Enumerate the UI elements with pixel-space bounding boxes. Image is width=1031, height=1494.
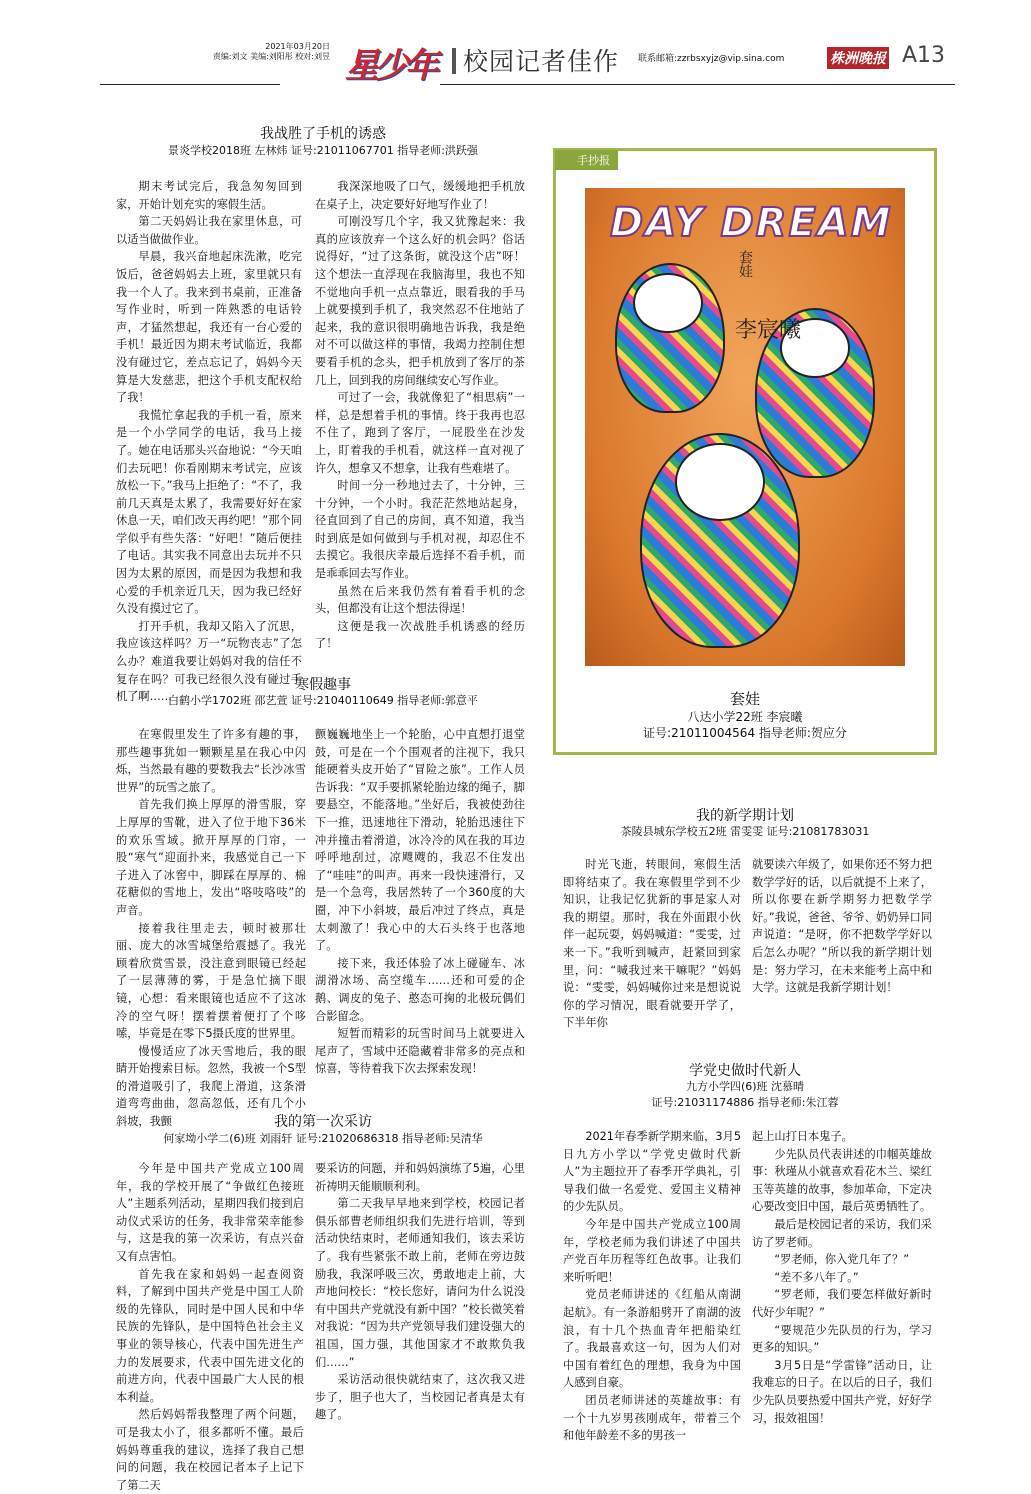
article-column [752, 856, 932, 997]
artwork-byline: 八达小学22班 李宸曦 [687, 710, 803, 724]
article-column [752, 1128, 932, 1427]
paragraph: 在寒假里发生了许多有趣的事，那些趣事犹如一颗颗星星在我心中闪烁，当然最有趣的要数我去“长沙冰雪世界”的玩雪之旅了。 [116, 728, 306, 794]
issue-date: 2021年03月20日 [265, 42, 330, 51]
article-cert: 证号:21031174886 指导老师:朱江蓉 [651, 1096, 839, 1109]
article-byline: 景炎学校2018班 左林炜 证号:21011067701 指导老师:洪跃强 [168, 144, 478, 157]
paragraph: 颤巍巍地坐上一个轮胎，心中直想打退堂鼓，可是在一个个围观者的注视下，我只能硬着头皮开始了“冒险之旅”。工作人员告诉我：“双手要抓紧轮胎边缘的绳子，脚要悬空，不能落地。”坐好后，我被使劲往下一推，迅速地往下滑动，轮胎迅速往下冲并撞击着滑道，冰冷冷的风在我的耳边呼呼地刮过，凉飕飕的，我忍不住发出了“哇哇”的叫声。再来一段快速滑行，又是一个急弯，我居然转了一个360度的大圈，冲下小斜坡，最后冲过了终点，真是太刺激了！我心中的大石头终于也落地了。 [315, 728, 525, 953]
header-rule-right [440, 84, 955, 85]
article-byline: 茶陵县城东学校五2班 雷雯雯 证号:21081783031 [620, 825, 870, 838]
article-title: 寒假趣事 [295, 677, 351, 693]
paragraph: 团员老师讲述的英雄故事：有一个十九岁男孩刚成年，带着三个和他年龄差不多的男孩一 [563, 1393, 741, 1443]
article-title: 我的新学期计划 [696, 808, 794, 824]
divider [452, 48, 456, 74]
article-column [563, 1128, 741, 1445]
article-title: 我战胜了手机的诱惑 [260, 126, 386, 142]
artwork-handwritten-title: 套娃 [737, 250, 753, 278]
article-title: 学党史做时代新人 [689, 1063, 801, 1079]
paragraph: 第二天妈妈让我在家里休息，可以适当做做作业。 [116, 215, 302, 246]
paragraph: 我慌忙拿起我的手机一看，原来是一个小学同学的电话，我马上接了。她在电话那头兴奋地说：“今天咱们去玩吧！你看刚期末考试完，应该放松一下。”我马上拒绝了：“不了，我前几天真是太累了，我需要好好在家休息一天，咱们改天再约吧！”那个同学似乎有些失落：“好吧！”随后便挂了电话。其实我不同意出去玩并不只因为太累的原因，而是因为我想和我心爱的手机亲近几天，因为我已经好久没有摸过它了。 [116, 408, 302, 616]
artwork-title: 套娃 [729, 690, 760, 708]
paragraph: 采访活动很快就结束了，这次我又进步了，胆子也大了，当校园记者真是太有趣了。 [315, 1373, 525, 1422]
artwork-cert: 证号:21011004564 指导老师:贺应分 [643, 726, 847, 740]
artwork-painting [585, 188, 905, 666]
paragraph: 党员老师讲述的《红船从南湖起航》。有一条游船劈开了南湖的波浪，有十几个热血青年把船染红了。我最喜欢这一句，因为人们对中国有着红色的理想，我身为中国人感到自豪。 [563, 1288, 741, 1390]
paragraph: 今年是中国共产党成立100周年，学校老师为我们讲述了中国共产党百年历程等红色故事。让我们来听听吧！ [563, 1217, 741, 1284]
article-title: 我的第一次采访 [274, 1114, 372, 1130]
paragraph: 这便是我一次战胜手机诱惑的经历了！ [315, 619, 525, 651]
paragraph: 首先我们换上厚厚的滑雪服，穿上厚厚的雪靴，进入了位于地下36米的欢乐雪域。掀开厚厚的门帘，一股“寒气”迎面扑来，我感觉自己一下子进入了冰窖中，脚踩在厚厚的、棉花糖似的雪地上，发出“咯吱咯吱”的声音。 [116, 798, 306, 917]
page-number: A13 [902, 43, 946, 68]
paragraph: 期末考试完后，我急匆匆回到家，开始计划充实的寒假生活。 [116, 180, 302, 211]
article-column [315, 726, 525, 1078]
paragraph: 最后是校园记者的采访，我们采访了罗老师。 [752, 1217, 932, 1249]
doll-face [633, 273, 703, 333]
paragraph: 2021年春季新学期来临，3月5日九方小学以“学党史做时代新人”为主题拉开了春季开学典礼，引导我们做一名爱党、爱国主义精神的少先队员。 [563, 1130, 741, 1214]
contact-email: 联系邮箱:zzrbsxyjz@vip.sina.com [638, 54, 785, 64]
paragraph: 起上山打日本鬼子。 [752, 1130, 853, 1143]
header-rule-left [100, 84, 280, 85]
paragraph: 虽然在后来我仍然有着看手机的念头，但都没有让这个想法得逞！ [315, 584, 525, 616]
doll-face [675, 443, 765, 521]
article-column [563, 856, 741, 1032]
paragraph: 第二天我早早地来到学校，校园记者俱乐部曹老师组织我们先进行培训，等到活动快结束时，老师通知我们，该去采访了。我有些紧张不敢上前，老师在旁边鼓励我，我深呼吸三次，勇敢地走上前，大声地问校长：“校长您好，请问为什么说没有中国共产党就没有新中国？”校长微笑着对我说：“因为共产党领导我们建设强大的祖国，国力强，其他国家才不敢欺负我们……” [315, 1197, 525, 1369]
paragraph: 要采访的问题，并和妈妈演练了5遍，心里祈祷明天能顺顺利利。 [315, 1162, 525, 1193]
column-logo: 星少年 [345, 46, 435, 86]
paragraph: “罗老师，你入党几年了？” [774, 1253, 910, 1267]
paragraph: 时间一分一秒地过去了，十分钟，三十分钟，一个小时。我茫茫然地站起身，径直回到了自己的房间，真不知道，我当时到底是如何做到与手机对视，却忍住不去摸它。我很庆幸最后选择不看手机，而是乖乖回去写作业。 [315, 479, 525, 581]
paragraph: 可过了一会，我就像犯了“相思病”一样，总是想着手机的事情。终于我再也忍不住了，跑到了客厅，一屁股坐在沙发上，盯着我的手机看，就这样一直对视了许久，想拿又不想拿，让我有些难堪了。 [315, 391, 525, 475]
paragraph: 我深深地吸了口气，缓缓地把手机放在桌子上，决定要好好地写作业了！ [315, 180, 525, 211]
paragraph: 接着我往里走去，顿时被那壮丽、庞大的冰雪城堡给震撼了。我光顾着欣赏雪景，没注意到眼镜已经起了一层薄薄的雾，于是急忙摘下眼镜，心想：看来眼镜也适应不了这冰冷的空气呀！摆着摆着便打了个哆嗦，毕竟是在零下5摄氏度的世界里。 [116, 921, 306, 1041]
paragraph: 时光飞逝，转眼间，寒假生活即将结束了。我在寒假里学到不少知识，让我记忆犹新的事是家人对我的期望。那时，我在外面跟小伙伴一起玩耍，妈妈喊道：“雯雯，过来一下。”我听到喊声，赶紧回到家里，问：“喊我过来干嘛呢？”妈妈说：“雯雯，妈妈喊你过来是想说说你的学习情况，眼看就要开学了，下半年你 [563, 858, 741, 1030]
paragraph: 接下来，我还体验了冰上碰碰车、冰湖滑冰场、高空缆车……还和可爱的企鹅、调皮的兔子、憨态可掬的北极玩偶们合影留念。 [315, 956, 525, 1023]
paragraph: 短暂而精彩的玩雪时间马上就要进入尾声了，雪域中还隐藏着非常多的亮点和惊喜，等待着我下次去探索发现！ [315, 1027, 525, 1076]
article-column [116, 1160, 304, 1494]
article-byline: 白鹤小学1702班 邵艺萱 证号:21040110649 指导老师:郭意平 [168, 694, 478, 707]
paragraph: 可刚没写几个字，我又犹豫起来：我真的应该放弃一个这么好的机会吗？俗话说得好，“过了这条街，就没这个店”呀！这个想法一直浮现在我脑海里，我也不知不觉地向手机一点点靠近，眼看我的手马上就要摸到手机了，我突然忍不住地站了起来，我的意识很明确地告诉我，我是绝对不可以做这样的事情，我竭力控制住想要看手机的念头，把手机放到了客厅的茶几上，回到我的房间继续安心写作业。 [315, 215, 525, 387]
paragraph: 3月5日是“学雷锋”活动日，让我难忘的日子。在以后的日子，我们少先队员要热爱中国共产党，好好学习，报效祖国！ [752, 1358, 932, 1425]
article-column [116, 726, 306, 1131]
article-byline: 何家坳小学二(6)班 刘雨轩 证号:21020686318 指导老师:吴清华 [163, 1132, 483, 1145]
paragraph: “要规范少先队员的行为，学习更多的知识。” [752, 1323, 932, 1355]
section-title: 校园记者佳作 [463, 47, 620, 76]
category-tag: 手抄报 [555, 150, 618, 170]
paragraph: “差不多八年了。” [774, 1270, 859, 1284]
paragraph: 就要读六年级了，如果你还不努力把数学学好的话，以后就提不上来了，所以你要在新学期努力把数学学好。”我说，爸爸、爷爷、奶奶异口同声说道：“是呀，你不把数学学好以后怎么办呢？”所以我的新学期计划是：努力学习，在未来能考上高中和大学。这就是我新学期计划！ [752, 858, 932, 995]
article-column [315, 178, 525, 653]
artwork-heading: DAY DREAM [610, 200, 893, 246]
newspaper-logo: 株洲晚报 [827, 47, 889, 69]
paragraph: “罗老师，我们要怎样做好新时代好少年呢？” [752, 1288, 932, 1319]
article-byline: 九方小学四(6)班 沈慕晴 [685, 1080, 805, 1093]
paragraph: 早晨，我兴奋地起床洗漱，吃完饭后，爸爸妈妈去上班，家里就只有我一个人了。我来到书桌前，正准备写作业时，听到一阵熟悉的电话铃声，才猛然想起，我还有一台心爱的手机！最近因为期末考试临近，我都没有碰过它，差点忘记了，妈妈今天算是大发慈悲，把这个手机支配权给了我！ [116, 250, 302, 405]
paragraph: 慢慢适应了冰天雪地后，我的眼睛开始搜索目标。忽然，我被一个S型的滑道吸引了，我爬上滑道，这条滑道弯弯曲曲，忽高忽低，还有几个小斜坡，我颤 [116, 1044, 306, 1129]
paragraph: 今年是中国共产党成立100周年，我的学校开展了“争做红色接班人”主题系列活动，星期四我们接到启动仪式采访的任务，我非常荣幸能参与，这是我的第一次采访，有点兴奋又有点害怕。 [116, 1162, 304, 1263]
artwork-signature: 李宸曦 [735, 318, 802, 343]
paragraph: 首先我在家和妈妈一起查阅资料，了解到中国共产党是中国工人阶级的先锋队，同时是中国人民和中华民族的先锋队，是中国特色社会主义事业的领导核心，代表中国先进生产力的发展要求，代表中国先进文化的前进方向，代表中国最广大人民的根本利益。 [116, 1267, 304, 1404]
paragraph: 少先队员代表讲述的巾帼英雄故事：秋瑾从小就喜欢看花木兰、梁红玉等英雄的故事，参加革命，下定决心要改变旧中国，最后英勇牺牲了。 [752, 1147, 932, 1214]
article-column [315, 1160, 525, 1424]
paragraph: 打开手机，我却又陷入了沉思，我应该这样吗？万一“玩物丧志”了怎么办？难道我要让妈妈对我的信任不复存在吗？可我已经很久没有碰过手机了啊…… [116, 619, 302, 704]
editor-credits: 责编:刘文 美编:刘阳彤 校对:刘昱 [212, 52, 330, 61]
paragraph: 然后妈妈帮我整理了两个问题，可是我太小了，很多都听不懂。最后妈妈尊重我的建议，选择了我自己想问的问题，我在校园记者本子上记下了第二天 [116, 1408, 304, 1492]
article-column [116, 178, 302, 706]
